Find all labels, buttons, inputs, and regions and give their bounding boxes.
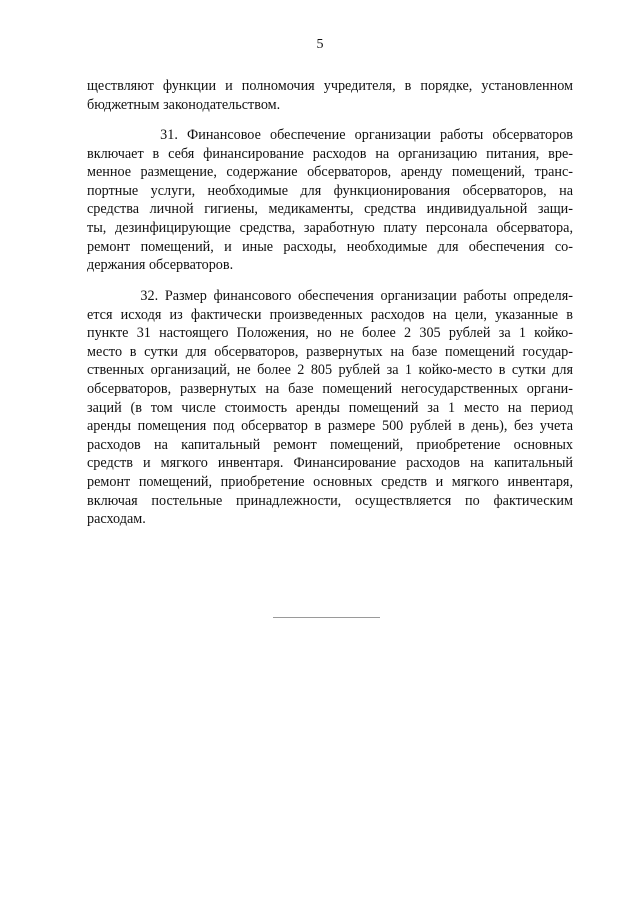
- text-line: ты, дезинфицирующие средства, заработную плату персонала обсерватора,: [87, 219, 573, 236]
- text-line: пункте 31 настоящего Положения, но не более 2 305 рублей за 1 койко-: [87, 325, 573, 342]
- text-line: бюджетным законодательством.: [87, 96, 281, 113]
- text-line: держания обсерваторов.: [87, 257, 234, 274]
- paragraph-continuation: [87, 77, 573, 114]
- text-line: средства личной гигиены, медикаменты, средства индивидуальной защи-: [87, 201, 573, 218]
- end-of-document-rule: [273, 617, 380, 618]
- text-line: ремонт помещений, и иные расходы, необходимые для обеспечения со-: [87, 238, 573, 255]
- paragraph-31: [87, 126, 573, 275]
- text-line: расходов на капитальный ремонт помещений, приобретение основных: [87, 436, 573, 453]
- page-number: 5: [316, 37, 324, 52]
- text-line: заций (в том числе стоимость аренды помещений за 1 место на период: [87, 399, 573, 416]
- text-line: обсерваторов, развернутых на базе помещений негосударственных органи-: [87, 380, 573, 397]
- text-line: включает в себя финансирование расходов на организацию питания, вре-: [87, 145, 573, 162]
- text-line: ственных организаций, не более 2 805 рублей за 1 койко-место в сутки для: [87, 362, 573, 379]
- text-line: средств и мягкого инвентаря. Финансирование расходов на капитальный: [87, 455, 573, 472]
- text-line: ется исходя из фактически произведенных расходов на цели, указанные в: [87, 306, 573, 323]
- text-line: место в сутки для обсерваторов, развернутых на базе помещений государ-: [87, 343, 573, 360]
- text-line: расходам.: [87, 511, 146, 528]
- text-line: включая постельные принадлежности, осуществляется по фактическим: [87, 492, 573, 509]
- text-line: 32. Размер финансового обеспечения организации работы определя-: [87, 288, 573, 304]
- text-line: менное размещение, содержание обсерваторов, аренду помещений, транс-: [87, 164, 573, 181]
- text-line: портные услуги, необходимые для функционирования обсерваторов, на: [87, 182, 573, 199]
- text-line: аренды помещения под обсерватор в размере 500 рублей в день), без учета: [87, 418, 573, 435]
- text-line: 31. Финансовое обеспечение организации работы обсерваторов: [87, 127, 573, 143]
- paragraph-32: [87, 287, 573, 529]
- text-line: ремонт помещений, приобретение основных средств и мягкого инвентаря,: [87, 473, 573, 490]
- text-line: ществляют функции и полномочия учредителя, в порядке, установленном: [87, 78, 573, 94]
